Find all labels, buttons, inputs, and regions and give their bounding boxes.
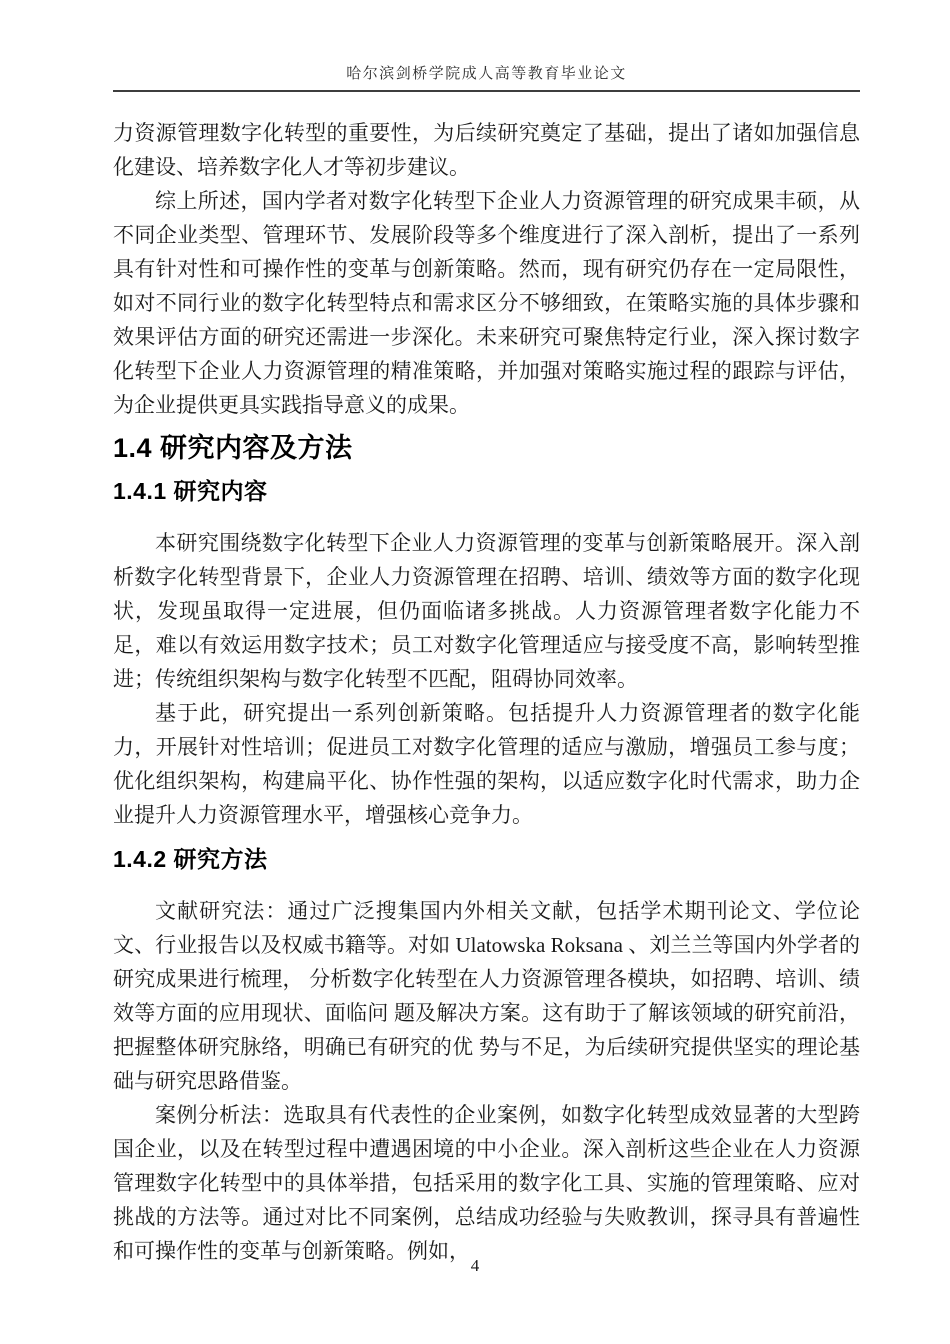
paragraph-literature-method: 文献研究法：通过广泛搜集国内外相关文献，包括学术期刊论文、学位论文、行业报告以及权威书籍等。对如 Ulatowska Roksana 、刘兰兰等国内外学者的研究成果进行梳理， 分析数字化转型在人力资源管理各模块，如招聘、培训、绩效等方面的应用现状、面临问 题及解决方案。这有助于了解该领域的研究前沿，把握整体研究脉络，明确已有研究的优 势与不足，为后续研究提供坚实的理论基础与研究思路借鉴。 [113,899,860,1093]
page-footer [0,1256,950,1276]
page-header [113,0,860,92]
page-number: 4 [470,1256,480,1275]
paragraph-research-content-1: 本研究围绕数字化转型下企业人力资源管理的变革与创新策略展开。深入剖析数字化转型背景下，企业人力资源管理在招聘、培训、绩效等方面的数字化现状，发现虽取得一定进展，但仍面临诸多挑战。人力资源管理者数字化能力不足，难以有效运用数字技术；员工对数字化管理适应与接受度不高，影响转型推进；传统组织架构与数字化转型不匹配，阻碍协同效率。 [113,531,860,691]
section-heading-1-4-1: 1.4.1 研究内容 [113,478,268,504]
section-heading-1-4-2: 1.4.2 研究方法 [113,846,268,872]
paragraph-research-content-2: 基于此，研究提出一系列创新策略。包括提升人力资源管理者的数字化能力，开展针对性培训；促进员工对数字化管理的适应与激励，增强员工参与度；优化组织架构，构建扁平化、协作性强的架构，以适应数字化时代需求，助力企业提升人力资源管理水平，增强核心竞争力。 [113,701,860,827]
paragraph-summary: 综上所述，国内学者对数字化转型下企业人力资源管理的研究成果丰硕，从不同企业类型、管理环节、发展阶段等多个维度进行了深入剖析，提出了一系列具有针对性和可操作性的变革与创新策略。然而，现有研究仍存在一定局限性，如对不同行业的数字化转型特点和需求区分不够细致，在策略实施的具体步骤和效果评估方面的研究还需进一步深化。未来研究可聚焦特定行业，深入探讨数字化转型下企业人力资源管理的精准策略，并加强对策略实施过程的跟踪与评估，为企业提供更具实践指导意义的成果。 [113,189,860,417]
document-body [113,92,860,1268]
paragraph-case-method: 案例分析法：选取具有代表性的企业案例，如数字化转型成效显著的大型跨国企业，以及在转型过程中遭遇困境的中小企业。深入剖析这些企业在人力资源管理数字化转型中的具体举措，包括采用的数字化工具、实施的管理策略、应对挑战的方法等。通过对比不同案例，总结成功经验与失败教训，探寻具有普遍性和可操作性的变革与创新策略。例如， [113,1103,860,1263]
header-title: 哈尔滨剑桥学院成人高等教育毕业论文 [113,62,860,92]
paragraph-continuation: 力资源管理数字化转型的重要性，为后续研究奠定了基础，提出了诸如加强信息化建设、培养数字化人才等初步建议。 [113,121,860,179]
section-heading-1-4: 1.4 研究内容及方法 [113,433,353,463]
